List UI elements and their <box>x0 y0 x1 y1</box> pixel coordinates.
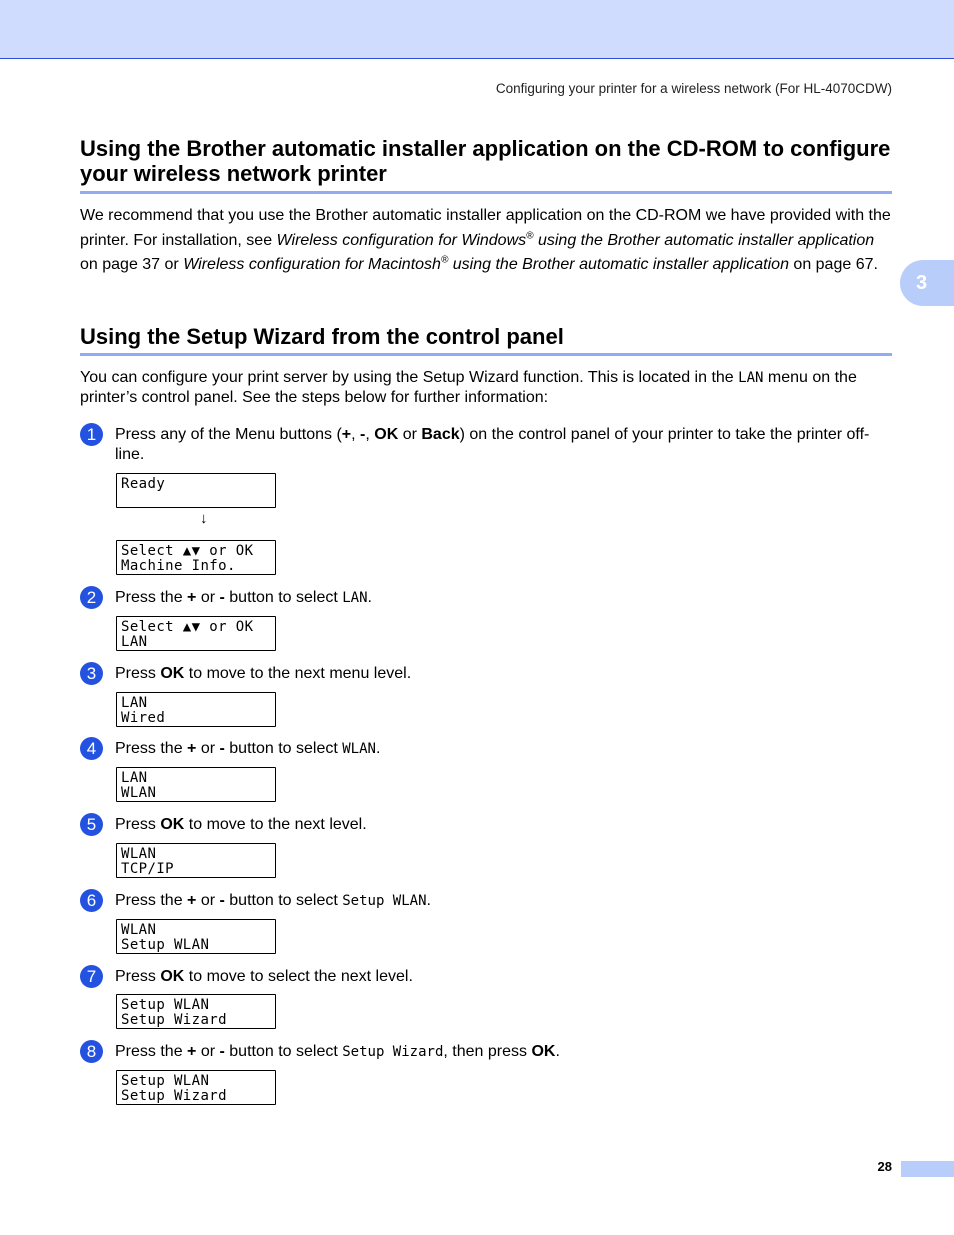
button-name: + <box>341 426 352 443</box>
instruction-text: to move to select the next level. <box>184 968 413 985</box>
instruction-text: , <box>365 426 375 443</box>
lcd-line-1: WLAN <box>121 846 157 862</box>
button-name: OK <box>160 665 185 682</box>
step-number-badge: 6 <box>80 889 103 912</box>
step-number-badge: 4 <box>80 737 103 760</box>
lcd-line-1: Select ▲▼ or OK <box>121 619 254 635</box>
lcd-line-1: WLAN <box>121 922 157 938</box>
lcd-term: LAN <box>738 370 764 386</box>
body-text: We recommend that you use the Brother automatic installer application on the CD-ROM we have provided with the printer. For installation, see <box>80 207 891 249</box>
step-number-badge: 2 <box>80 586 103 609</box>
body-text: You can configure your print server by using the Setup Wizard function. This is located in the <box>80 369 739 386</box>
button-name: - <box>360 426 366 443</box>
lcd-line-1: Select ▲▼ or OK <box>121 543 254 559</box>
instruction-text: Press the <box>115 740 188 757</box>
lcd-line-2: Machine Info. <box>121 558 236 574</box>
step-instruction <box>115 1042 892 1062</box>
lcd-line-2: LAN <box>121 634 148 650</box>
setup-intro-paragraph <box>80 368 892 408</box>
instruction-text: Press the <box>115 589 188 606</box>
instruction-text: Press any of the Menu buttons ( <box>115 426 342 443</box>
step-instruction <box>115 815 892 835</box>
step-number-badge: 7 <box>80 965 103 988</box>
button-name: Back <box>421 426 460 443</box>
body-text: menu on the printer’s control panel. See the steps below for further information: <box>80 369 857 406</box>
lcd-line-1: Setup WLAN <box>121 997 210 1013</box>
page-number: 28 <box>877 1159 892 1174</box>
lcd-line-2 <box>121 492 275 507</box>
body-text: on page 37 or <box>80 256 184 273</box>
instruction-text: or <box>196 892 220 909</box>
lcd-term: Setup Wizard <box>342 1044 444 1060</box>
instruction-text: . <box>555 1043 560 1060</box>
button-name: - <box>219 589 225 606</box>
step-instruction <box>115 664 892 684</box>
instruction-text: to move to the next menu level. <box>184 665 412 682</box>
installer-paragraph <box>80 204 892 278</box>
button-name: + <box>187 1043 197 1060</box>
lcd-display <box>116 843 276 878</box>
instruction-text: or <box>196 1043 220 1060</box>
xref-windows[interactable]: Wireless configuration for Windows <box>276 231 527 249</box>
lcd-display <box>116 1070 276 1105</box>
instruction-text: Press the <box>115 892 188 909</box>
section-title-installer: Using the Brother automatic installer application on the CD-ROM to configure your wireless network printer <box>80 136 892 194</box>
lcd-display <box>116 692 276 727</box>
section-title-setup-wizard: Using the Setup Wizard from the control panel <box>80 324 892 356</box>
button-name: + <box>187 892 197 909</box>
down-arrow-icon: ↓ <box>200 510 208 527</box>
instruction-text: Press the <box>115 1043 188 1060</box>
lcd-line-2: Setup Wizard <box>121 1012 227 1028</box>
button-name: OK <box>374 426 399 443</box>
button-name: + <box>187 589 197 606</box>
header-band <box>0 0 954 59</box>
lcd-line-2: Setup WLAN <box>121 937 210 953</box>
button-name: - <box>219 1043 225 1060</box>
registered-mark: ® <box>440 254 449 266</box>
step-instruction <box>115 967 892 987</box>
instruction-text: . <box>426 892 431 909</box>
step-number-badge: 1 <box>80 423 103 446</box>
lcd-term: LAN <box>342 590 368 606</box>
step-instruction <box>115 891 892 911</box>
step-instruction <box>115 739 892 759</box>
lcd-display <box>116 994 276 1029</box>
lcd-line-1: Setup WLAN <box>121 1073 210 1089</box>
lcd-line-1: LAN <box>121 770 148 786</box>
step-instruction <box>115 588 892 608</box>
instruction-text: Press <box>115 665 161 682</box>
chapter-tab[interactable]: 3 <box>900 260 954 306</box>
xref-macintosh[interactable]: Wireless configuration for Macintosh <box>183 256 441 273</box>
lcd-display <box>116 473 276 508</box>
xref-windows-cont[interactable]: using the Brother automatic installer application <box>533 231 875 249</box>
lcd-display <box>116 919 276 954</box>
instruction-text: button to select <box>224 740 343 757</box>
lcd-display <box>116 540 276 575</box>
step-number-badge: 3 <box>80 662 103 685</box>
instruction-text: . <box>367 589 372 606</box>
button-name: - <box>219 892 225 909</box>
lcd-display <box>116 767 276 802</box>
instruction-text: or <box>196 589 220 606</box>
lcd-term: WLAN <box>342 741 376 757</box>
button-name: - <box>219 740 225 757</box>
lcd-line-2: TCP/IP <box>121 861 174 877</box>
instruction-text: , then press <box>443 1043 532 1060</box>
step-number-badge: 8 <box>80 1040 103 1063</box>
button-name: OK <box>160 968 185 985</box>
instruction-text: . <box>375 740 381 757</box>
body-text: on page 67. <box>788 256 878 273</box>
lcd-term: Setup WLAN <box>342 893 427 909</box>
step-number-badge: 5 <box>80 813 103 836</box>
lcd-display <box>116 616 276 651</box>
registered-mark: ® <box>526 230 534 242</box>
instruction-text: ) on the control panel of your printer to take the printer off-line. <box>115 426 870 463</box>
instruction-text: , <box>351 426 361 443</box>
xref-macintosh-cont[interactable]: using the Brother automatic installer application <box>448 256 789 273</box>
instruction-text: button to select <box>224 892 343 909</box>
step-instruction <box>115 425 892 465</box>
button-name: + <box>187 740 197 757</box>
instruction-text: button to select <box>224 1043 343 1060</box>
instruction-text: Press <box>115 816 161 833</box>
lcd-line-2: Wired <box>121 710 166 726</box>
lcd-line-2: WLAN <box>121 785 157 801</box>
lcd-line-1: Ready <box>121 476 166 492</box>
page-tab <box>901 1161 954 1177</box>
button-name: OK <box>160 816 185 833</box>
running-head: Configuring your printer for a wireless network (For HL-4070CDW) <box>495 81 892 96</box>
lcd-line-2: Setup Wizard <box>121 1088 227 1104</box>
instruction-text: button to select <box>224 589 343 606</box>
lcd-line-1: LAN <box>121 695 148 711</box>
button-name: OK <box>531 1043 556 1060</box>
instruction-text: Press <box>115 968 161 985</box>
instruction-text: or <box>398 426 422 443</box>
instruction-text: to move to the next level. <box>184 816 367 833</box>
instruction-text: or <box>196 740 220 757</box>
